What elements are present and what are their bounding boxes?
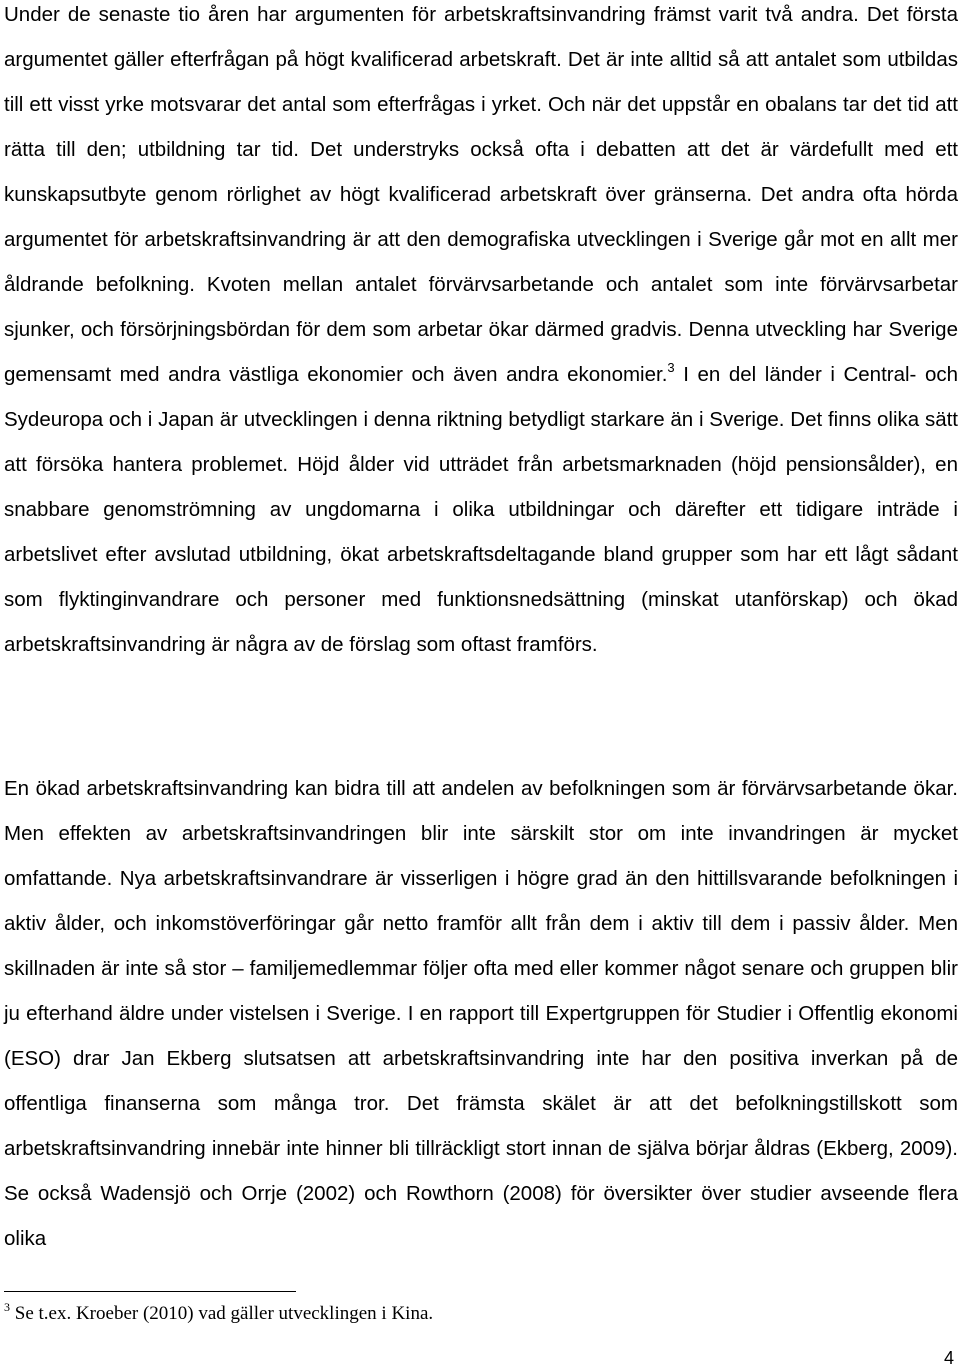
footnote-reference[interactable]: 3 bbox=[667, 360, 675, 375]
body-paragraph-1 bbox=[4, 0, 958, 667]
footnote-separator bbox=[4, 1291, 296, 1292]
page-number: 4 bbox=[943, 1348, 954, 1368]
paragraph-1-continuation: I en del länder i Central- och Sydeuropa och i Japan är utvecklingen i denna riktning betydligt starkare än i Sverige. Det finns olika sätt att försöka hantera problemet. Höjd ålder vid utträdet från arbetsmarknaden (höjd pensionsålder), en snabbare genomströmning av ungdomarna i olika utbildningar och därefter ett tidigare inträde i arbetslivet efter avslutad utbildning, ökat arbetskraftsdeltagande bland grupper som har ett lågt sådant som flyktinginvandrare och personer med funktionsnedsättning (minskat utanförskap) och ökad arbetskraftsinvandring är några av de förslag som oftast framförs. bbox=[4, 363, 959, 656]
paragraph-1-text: Under de senaste tio åren har argumenten för arbetskraftsinvandring främst varit två andra. Det första argumentet gäller efterfrågan på högt kvalificerad arbetskraft. Det är inte alltid så att antalet som utbildas till ett visst yrke motsvarar det antal som efterfrågas i yrket. Och när det uppstår en obalans tar det tid att rätta till den; utbildning tar tid. Det understryks också ofta i debatten att det är värdefullt med ett kunskapsutbyte genom rörlighet av högt kvalificerad arbetskraft över gränserna. Det andra ofta hörda argumentet för arbetskraftsinvandring är att den demografiska utvecklingen i Sverige går mot en allt mer åldrande befolkning. Kvoten mellan antalet förvärvsarbetande och antalet som inte förvärvsarbetar sjunker, och försörjningsbördan för dem som arbetar ökar därmed gradvis. Denna utveckling har Sverige gemensamt med andra västliga ekonomier och även andra ekonomier. bbox=[4, 3, 958, 386]
footnote-text: Se t.ex. Kroeber (2010) vad gäller utvecklingen i Kina. bbox=[10, 1303, 434, 1324]
footnote bbox=[4, 1302, 433, 1326]
footnote-number: 3 bbox=[4, 1300, 10, 1314]
body-paragraph-2: En ökad arbetskraftsinvandring kan bidra till att andelen av befolkningen som är förvärvsarbetande ökar. Men effekten av arbetskraftsinvandringen blir inte särskilt stor om inte invandringen är mycket omfattande. Nya arbetskraftsinvandrare är visserligen i högre grad än den hittillsvarande befolkningen i aktiv ålder, och inkomstöverföringar går netto framför allt från dem i aktiv till dem i passiv ålder. Men skillnaden är inte så stor – familjemedlemmar följer ofta med eller kommer något senare och gruppen blir ju efterhand äldre under vistelsen i Sverige. I en rapport till Expertgruppen för Studier i Offentlig ekonomi (ESO) drar Jan Ekberg slutsatsen att arbetskraftsinvandring inte har den positiva inverkan på de offentliga finanserna som många tror. Det främsta skälet är att det befolkningstillskott som arbetskraftsinvandring innebär inte hinner bli tillräckligt stort innan de själva börjar åldras (Ekberg, 2009). Se också Wadensjö och Orrje (2002) och Rowthorn (2008) för översikter över studier avseende flera olika bbox=[4, 777, 958, 1250]
